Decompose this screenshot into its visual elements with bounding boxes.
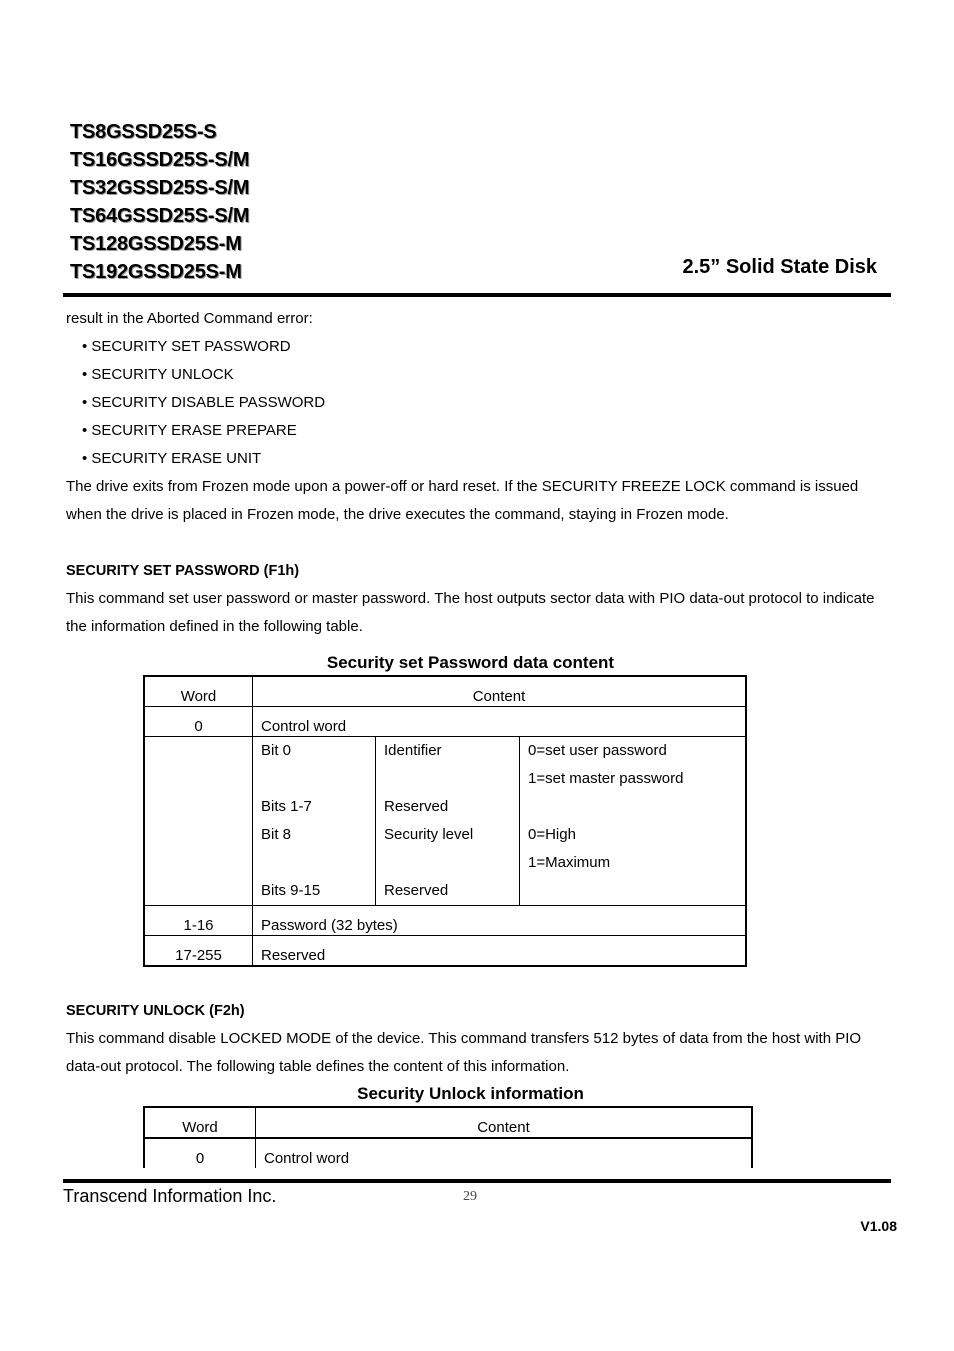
word-cell: 0 xyxy=(144,1138,256,1168)
table-header-row xyxy=(144,1107,752,1138)
document-type: 2.5” Solid State Disk xyxy=(682,256,877,278)
word-cell: 1-16 xyxy=(144,906,253,936)
bit-value: 1=Maximum xyxy=(519,849,745,877)
content-cell: Control word xyxy=(253,707,747,737)
list-item: • SECURITY ERASE UNIT xyxy=(66,445,902,473)
table-row xyxy=(144,737,746,906)
unlock-section xyxy=(66,997,902,1081)
table-title: Security set Password data content xyxy=(326,653,615,672)
set-password-table xyxy=(143,675,747,967)
list-item: • SECURITY ERASE PREPARE xyxy=(66,417,902,445)
section-description: This command disable LOCKED MODE of the device. This command transfers 512 bytes of data from the host with PIO xyxy=(66,1030,862,1047)
table-title: Security Unlock information xyxy=(357,1084,584,1103)
model-name: TS32GSSD25S-S/M xyxy=(70,177,250,199)
bit-field: Security level xyxy=(375,821,519,849)
model-name: TS192GSSD25S-M xyxy=(70,261,242,283)
model-list xyxy=(70,118,249,286)
document-version: V1.08 xyxy=(860,1218,897,1234)
list-item: • SECURITY UNLOCK xyxy=(66,361,902,389)
bit-field: Reserved xyxy=(375,793,519,821)
unlock-table xyxy=(143,1106,753,1168)
content-cell: Reserved xyxy=(253,936,747,967)
bit-label: Bit 0 xyxy=(261,742,292,759)
model-name: TS8GSSD25S-S xyxy=(70,121,217,143)
list-item: • SECURITY DISABLE PASSWORD xyxy=(66,389,902,417)
column-header-content: Content xyxy=(253,676,747,707)
word-cell: 17-255 xyxy=(144,936,253,967)
column-header-content: Content xyxy=(256,1107,753,1138)
table-row xyxy=(144,906,746,936)
page-number: 29 xyxy=(463,1189,477,1204)
footer-divider xyxy=(63,1179,891,1183)
model-name: TS128GSSD25S-M xyxy=(70,233,242,255)
table-row xyxy=(144,1138,752,1168)
page-body xyxy=(66,305,902,641)
bit-field: Identifier xyxy=(375,737,519,765)
list-item: • SECURITY SET PASSWORD xyxy=(66,333,902,361)
header-divider xyxy=(63,293,891,297)
content-cell: Control word xyxy=(256,1138,753,1168)
section-description: the information defined in the following table. xyxy=(66,618,363,635)
content-cell: Password (32 bytes) xyxy=(253,906,747,936)
table-row xyxy=(144,936,746,967)
table-header-row xyxy=(144,676,746,707)
bit-label: Bits 9-15 xyxy=(261,882,321,899)
model-name: TS64GSSD25S-S/M xyxy=(70,205,250,227)
bit-label: Bits 1-7 xyxy=(261,798,312,815)
bit-label: Bit 8 xyxy=(261,826,292,843)
section-description: data-out protocol. The following table defines the content of this information. xyxy=(66,1058,570,1075)
bit-value: 0=set user password xyxy=(519,737,745,765)
bit-definitions xyxy=(253,737,747,906)
company-name: Transcend Information Inc. xyxy=(63,1186,277,1206)
bit-value: 0=High xyxy=(519,821,745,849)
frozen-paragraph-line: when the drive is placed in Frozen mode, the drive executes the command, staying in Frozen mode. xyxy=(66,506,729,523)
word-cell: 0 xyxy=(144,707,253,737)
command-list xyxy=(66,333,902,473)
section-description: This command set user password or master password. The host outputs sector data with PIO data-out protocol to indicate xyxy=(66,590,875,607)
word-cell xyxy=(144,737,253,906)
section-heading: SECURITY UNLOCK (F2h) xyxy=(66,1003,245,1019)
frozen-paragraph-line: The drive exits from Frozen mode upon a power-off or hard reset. If the SECURITY FREEZE LOCK command is issued xyxy=(66,478,859,495)
bit-field: Reserved xyxy=(375,877,519,905)
bit-value: 1=set master password xyxy=(519,765,745,793)
column-header-word: Word xyxy=(144,676,253,707)
table-row xyxy=(144,707,746,737)
column-header-word: Word xyxy=(144,1107,256,1138)
intro-lead: result in the Aborted Command error: xyxy=(66,310,313,327)
model-name: TS16GSSD25S-S/M xyxy=(70,149,250,171)
section-heading: SECURITY SET PASSWORD (F1h) xyxy=(66,563,300,579)
